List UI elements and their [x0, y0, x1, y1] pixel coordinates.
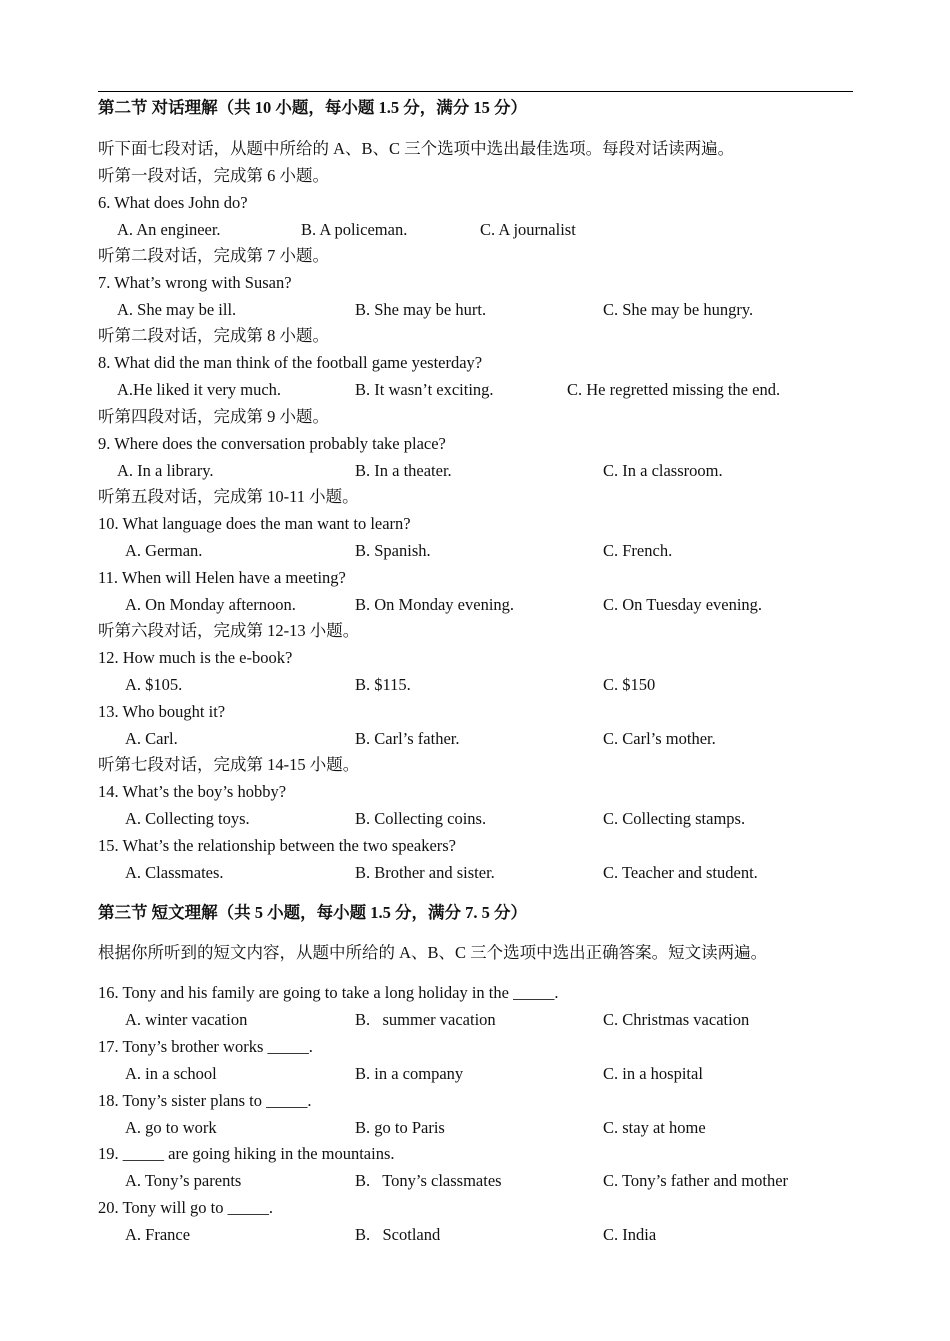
option-a: A. German.: [125, 541, 203, 560]
option-b: B. Spanish.: [355, 541, 431, 560]
option-a: A. Collecting toys.: [125, 809, 250, 828]
option-b: B. in a company: [355, 1064, 464, 1083]
question-7: 7. What’s wrong with Susan?: [98, 273, 292, 292]
option-b: B. Tony’s classmates: [355, 1171, 502, 1190]
question-9: 9. Where does the conversation probably take place?: [98, 434, 446, 453]
question-14: 14. What’s the boy’s hobby?: [98, 782, 287, 801]
option-a: A. She may be ill.: [117, 300, 237, 319]
question-6: 6. What does John do?: [98, 193, 248, 212]
option-a: A. Classmates.: [125, 863, 224, 882]
option-c: C. In a classroom.: [603, 461, 723, 480]
option-c: C. Carl’s mother.: [603, 729, 716, 748]
option-b: B. $115.: [355, 675, 411, 694]
option-c: C. in a hospital: [603, 1064, 703, 1083]
question-18: 18. Tony’s sister plans to _____.: [98, 1091, 312, 1110]
option-a: A. France: [125, 1225, 191, 1244]
question-16: 16. Tony and his family are going to take a long holiday in the _____.: [98, 983, 559, 1002]
option-b: B. In a theater.: [355, 461, 452, 480]
section3-instruction: 根据你所听到的短文内容，从题中所给的 A、B、C 三个选项中选出正确答案。短文读两遍。: [98, 943, 768, 962]
section2-instruction: 听下面七段对话，从题中所给的 A、B、C 三个选项中选出最佳选项。每段对话读两遍。: [98, 139, 735, 158]
option-c: C. He regretted missing the end.: [567, 380, 781, 399]
group-label: 听第二段对话，完成第 8 小题。: [98, 326, 329, 345]
option-b: B. She may be hurt.: [355, 300, 487, 319]
question-20: 20. Tony will go to _____.: [98, 1198, 274, 1217]
question-17: 17. Tony’s brother works _____.: [98, 1037, 313, 1056]
question-12: 12. How much is the e-book?: [98, 648, 293, 667]
group-label: 听第五段对话，完成第 10-11 小题。: [98, 487, 359, 506]
option-c: C. Christmas vacation: [603, 1010, 750, 1029]
option-c: C. On Tuesday evening.: [603, 595, 763, 614]
question-8: 8. What did the man think of the football game yesterday?: [98, 353, 483, 372]
section2-heading: 第二节 对话理解（共 10 小题，每小题 1.5 分，满分 15 分）: [98, 98, 527, 117]
question-19: 19. _____ are going hiking in the mountains.: [98, 1144, 395, 1163]
option-c: C. Tony’s father and mother: [603, 1171, 789, 1190]
option-a: A. in a school: [125, 1064, 217, 1083]
question-13: 13. Who bought it?: [98, 702, 226, 721]
group-label: 听第一段对话，完成第 6 小题。: [98, 166, 329, 185]
option-b: B. Collecting coins.: [355, 809, 487, 828]
option-a: A. On Monday afternoon.: [125, 595, 296, 614]
option-a: A. An engineer.: [117, 220, 221, 239]
option-c: C. India: [603, 1225, 657, 1244]
option-a: A. $105.: [125, 675, 183, 694]
option-a: A. go to work: [125, 1118, 217, 1137]
group-label: 听第二段对话，完成第 7 小题。: [98, 246, 329, 265]
option-b: B. A policeman.: [301, 220, 408, 239]
option-a: A. Carl.: [125, 729, 178, 748]
option-b: B. Carl’s father.: [355, 729, 460, 748]
group-label: 听第七段对话，完成第 14-15 小题。: [98, 755, 360, 774]
option-c: C. Teacher and student.: [603, 863, 758, 882]
top-divider: [98, 91, 853, 92]
group-label: 听第四段对话，完成第 9 小题。: [98, 407, 329, 426]
option-b: B. On Monday evening.: [355, 595, 515, 614]
option-b: B. It wasn’t exciting.: [355, 380, 494, 399]
section3-heading: 第三节 短文理解（共 5 小题，每小题 1.5 分，满分 7. 5 分）: [98, 903, 527, 922]
option-c: C. A journalist: [480, 220, 576, 239]
option-c: C. $150: [603, 675, 656, 694]
question-10: 10. What language does the man want to learn?: [98, 514, 411, 533]
option-a: A.He liked it very much.: [117, 380, 282, 399]
option-c: C. stay at home: [603, 1118, 706, 1137]
question-15: 15. What’s the relationship between the two speakers?: [98, 836, 457, 855]
option-c: C. She may be hungry.: [603, 300, 754, 319]
option-a: A. In a library.: [117, 461, 214, 480]
option-a: A. Tony’s parents: [125, 1171, 242, 1190]
option-b: B. Scotland: [355, 1225, 441, 1244]
option-b: B. go to Paris: [355, 1118, 445, 1137]
option-c: C. French.: [603, 541, 673, 560]
option-b: B. Brother and sister.: [355, 863, 495, 882]
option-a: A. winter vacation: [125, 1010, 248, 1029]
option-b: B. summer vacation: [355, 1010, 496, 1029]
group-label: 听第六段对话，完成第 12-13 小题。: [98, 621, 360, 640]
question-11: 11. When will Helen have a meeting?: [98, 568, 346, 587]
option-c: C. Collecting stamps.: [603, 809, 746, 828]
